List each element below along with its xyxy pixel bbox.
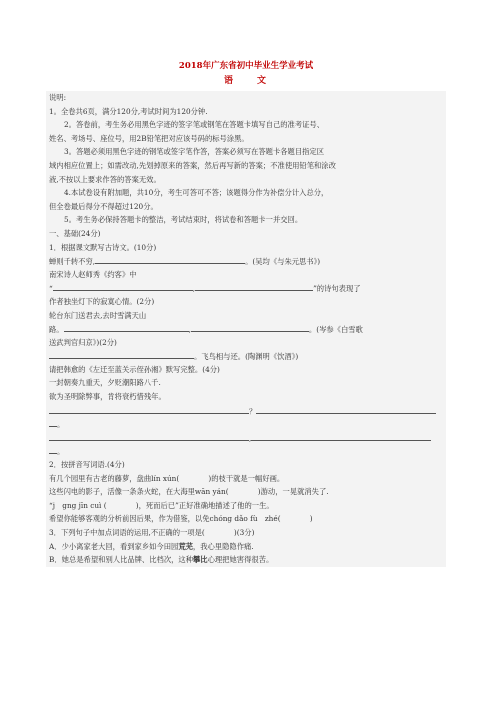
answer-blank[interactable] [64,322,191,335]
poem-line-c: 送武判官归京》)(2分) [49,337,117,347]
q1-line-3: 作者独坐灯下的寂寞心情。(2分) [49,296,155,306]
q1-line-1-end: 。(吴均《与朱元思书》) [245,257,321,267]
exam-content [46,60,446,567]
answer-blank[interactable] [49,417,57,427]
poem-line-b-start: 路。 [49,325,64,335]
han-yu-blank-row-2 [49,431,443,445]
han-yu-line-2: 欲为圣明除弊事，肯将衰朽惜残年。 [49,392,166,402]
answer-blank[interactable] [95,254,245,264]
q2-sentence-4: 希望你能够客观的分析前因后果，作为借鉴，以免chóng dǎo fù zhé( ) [49,514,313,524]
han-yu-blank-row-1 [49,404,443,418]
period: 。 [57,420,65,430]
q3-option-a [49,540,443,554]
q2-title: 2．按拼音写词语.(4分) [49,460,125,470]
poem-line-a: 轮台东门送君去,去时雪满天山 [49,310,147,320]
q3-title: 3．下列句子中加点词语的运用,不正确的一项是( )(3分) [49,528,255,537]
answer-blank[interactable] [192,281,313,294]
answer-blank[interactable] [49,404,249,414]
period-2: 。 [57,447,65,457]
q2-sentence-3: “j gng jīn cuì ( )，死而后已”正好准确地描述了他的一生。 [49,500,274,510]
instruction-2-line-1: 2。答卷前，考生务必用黑色字迹的签字笔或钢笔在答题卡填写自己的准考证号、 [64,120,325,130]
q2-sentence-1: 有几个园里有古老的藤萝，盘曲lín xún( )的枝干就是一幅好画。 [49,473,285,483]
q1-line-1 [49,254,443,268]
q3-option-a-end: ，我心里隐隐作痛. [192,541,254,551]
poem-line-b-end: 。(岑参《白雪歌 [308,325,363,335]
q3-option-b [49,553,443,567]
han-yu-intro: 请把韩愈的《左迁至蓝关示侄孙湘》默写完整。(4分) [49,364,220,374]
section-1-heading: 一、基础(24分) [49,228,101,238]
instruction-2-line-2: 姓名、考场号、座位号，用2B铅笔把对应该号码的标号涂黑。 [49,133,249,143]
answer-blank[interactable] [49,444,57,454]
yin-jiu-end: 。飞鸟相与还。(陶渊明《饮酒》) [194,352,299,362]
han-yu-blank-row-1b [49,417,443,431]
instructions-heading: 说明: [49,93,67,102]
yin-jiu-line [49,349,443,363]
instruction-5-line-1: 5。考生务必保持答题卡的整洁，考试结束时，将试卷和答题卡一并交回。 [64,215,303,225]
q3-option-b-start: B．她总是希望和别人比品牌、比档次，这种 [49,555,194,565]
q1-title: 1．根据课文默写古诗文。(10分) [49,242,157,252]
answer-blank[interactable] [49,431,252,443]
q3-option-b-end: 心理把她害得很苦。 [207,555,274,565]
q1-line-2 [49,281,443,295]
instruction-1-line-1: 1。全卷共6页，满分120分,考试时间为120分钟. [49,106,208,116]
q3-option-b-keyword: 攀比 [193,555,208,565]
subject-title: 语 文 [223,76,268,86]
instruction-4-line-1: 4.本试卷设有附加题，共10分，考生可答可不答；该题得分作为补偿分计入总分， [64,188,329,198]
poem-line-b [49,322,443,336]
han-yu-line-1: 一封朝奏九重天，夕贬潮阳路八千. [49,378,161,388]
q3-option-a-start: A．少小离家老大回，看到家乡如今田园 [49,541,179,551]
q1-line-2-end: ”的诗句表现了 [313,284,361,294]
q1-intro-2: 南宋诗人赵师秀《约客》中 [49,269,137,279]
instruction-3-line-2: 域内相应位置上；如需改动,先划掉原来的答案，然后再写新的答案；不准使用铅笔和涂改 [49,160,336,170]
question-mark: ？ [249,406,257,416]
instruction-3-line-3: 液,不按以上要求作答的答案无效。 [49,174,161,184]
q3-option-a-keyword: 荒芜 [178,541,193,551]
q2-sentence-2: 这些闪电的影子，活像一条条火蛇，在大海里wān yán( )游动，一晃就消失了. [49,487,329,497]
poem-line-b-mid: , [188,325,191,335]
instruction-4-line-2: 但全卷最后得分不得超过120分。 [49,201,158,211]
answer-blank[interactable] [53,281,196,294]
comma-2: , [249,433,252,443]
exam-body [46,91,446,567]
exam-title: 2018年广东省初中毕业生学业考试 [178,61,314,71]
han-yu-blank-row-2b [49,444,443,458]
answer-blank[interactable] [188,322,309,335]
instruction-3-line-1: 3。答题必须用黑色字迹的钢笔或签字笔作答，答案必须写在答题卡各题目指定区 [64,147,325,157]
answer-blank[interactable] [256,404,436,414]
comma: , [192,284,196,294]
q1-line-1-start: 蝉则千转不穷, [49,257,96,267]
quote-open: “ [49,284,53,294]
answer-blank[interactable] [251,431,431,441]
answer-blank[interactable] [49,349,194,359]
